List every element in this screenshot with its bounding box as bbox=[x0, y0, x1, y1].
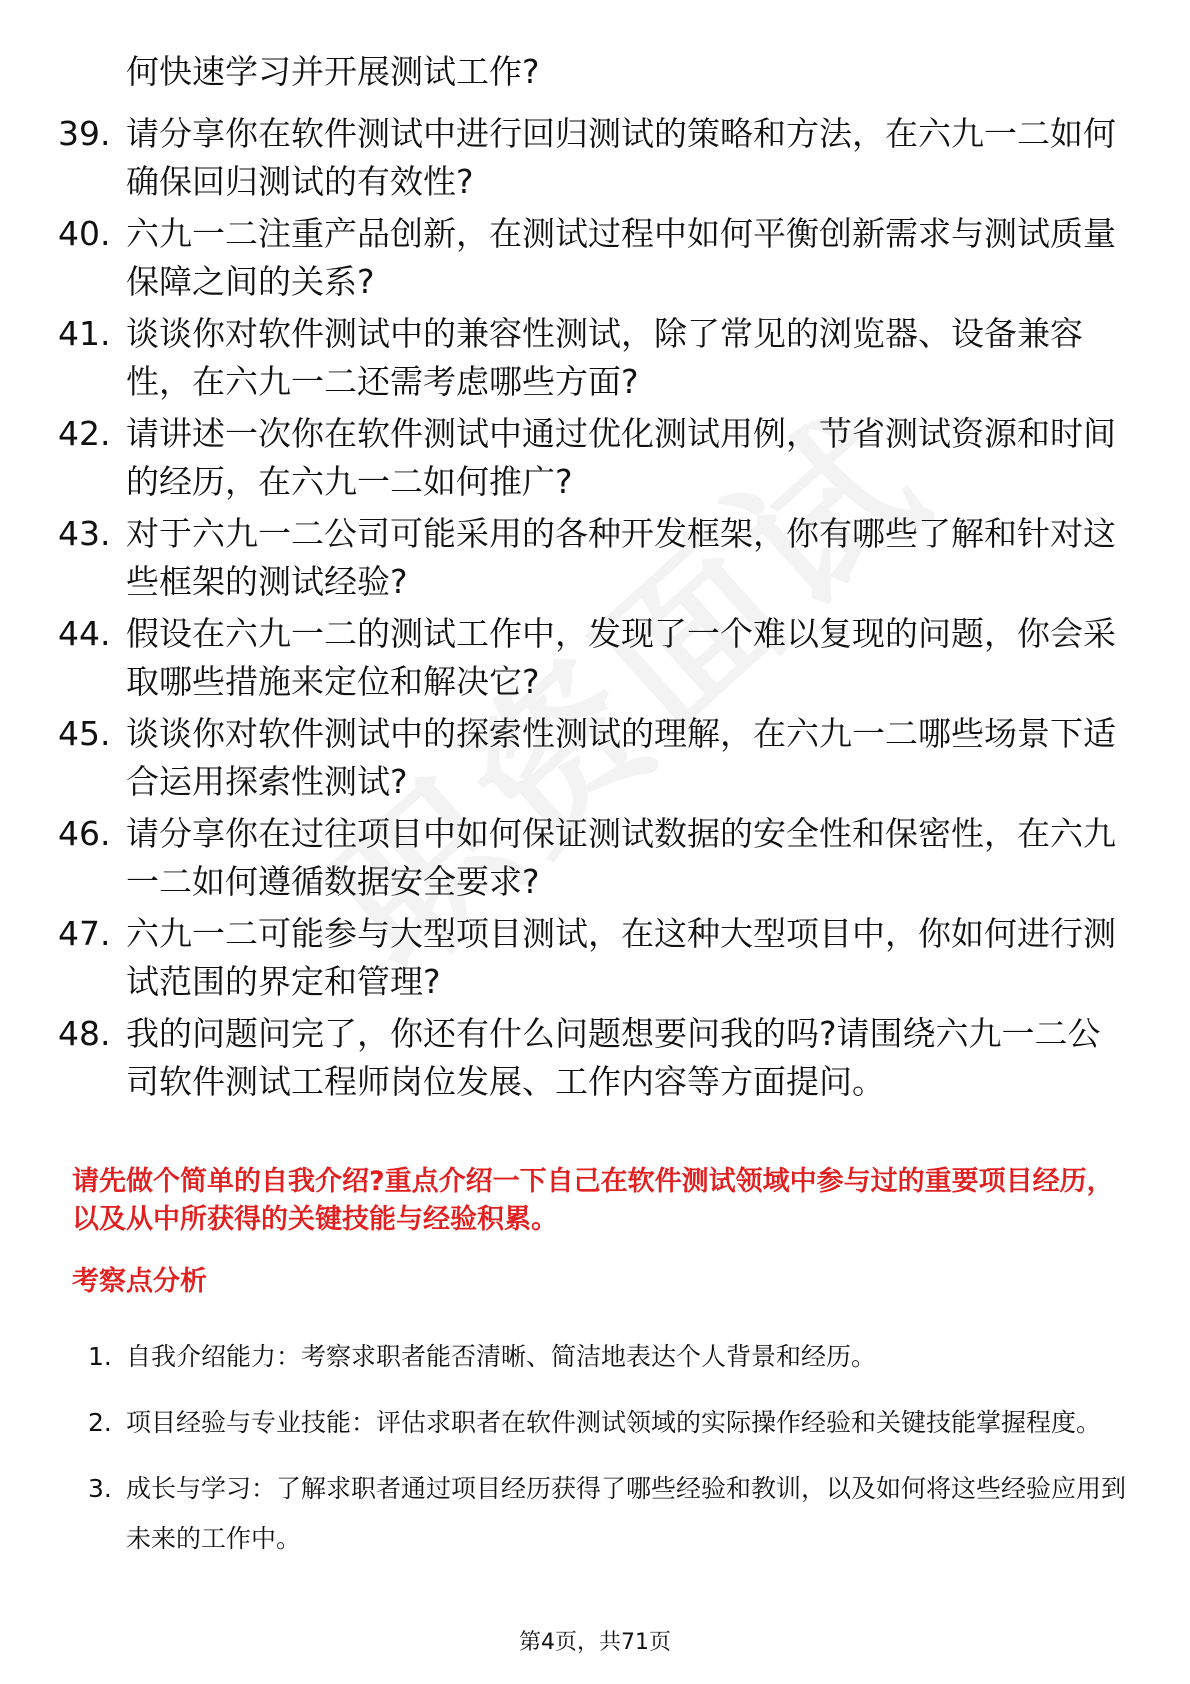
question-text: 对于六九一二公司可能采用的各种开发框架，你有哪些了解和针对这些框架的测试经验? bbox=[126, 514, 1116, 601]
analysis-list bbox=[88, 1332, 1128, 1580]
question-list bbox=[58, 110, 1133, 1110]
analysis-number: 3. bbox=[88, 1474, 112, 1503]
analysis-title: 考察点分析 bbox=[72, 1266, 207, 1297]
question-item bbox=[58, 210, 1133, 306]
analysis-item bbox=[88, 1332, 1128, 1382]
question-item bbox=[58, 1010, 1133, 1106]
question-item bbox=[58, 810, 1133, 906]
question-number: 41. bbox=[58, 314, 111, 353]
question-number: 45. bbox=[58, 714, 111, 753]
question-item bbox=[58, 310, 1133, 406]
analysis-text: 项目经验与专业技能：评估求职者在软件测试领域的实际操作经验和关键技能掌握程度。 bbox=[126, 1408, 1102, 1437]
analysis-text: 成长与学习：了解求职者通过项目经历获得了哪些经验和教训，以及如何将这些经验应用到未来的工作中。 bbox=[126, 1474, 1127, 1553]
question-text: 我的问题问完了，你还有什么问题想要问我的吗?请围绕六九一二公司软件测试工程师岗位发展、工作内容等方面提问。 bbox=[126, 1014, 1101, 1101]
question-item bbox=[58, 110, 1133, 206]
question-item bbox=[58, 510, 1133, 606]
analysis-text: 自我介绍能力：考察求职者能否清晰、简洁地表达个人背景和经历。 bbox=[126, 1342, 877, 1371]
question-text: 六九一二可能参与大型项目测试，在这种大型项目中，你如何进行测试范围的界定和管理? bbox=[126, 914, 1116, 1001]
analysis-item bbox=[88, 1464, 1128, 1564]
question-number: 43. bbox=[58, 514, 111, 553]
question-item bbox=[58, 610, 1133, 706]
analysis-item bbox=[88, 1398, 1128, 1448]
question-number: 39. bbox=[58, 114, 111, 153]
question-number: 47. bbox=[58, 914, 111, 953]
question-text: 请讲述一次你在软件测试中通过优化测试用例，节省测试资源和时间的经历，在六九一二如何推广? bbox=[126, 414, 1116, 501]
analysis-number: 1. bbox=[88, 1342, 112, 1371]
question-number: 42. bbox=[58, 414, 111, 453]
question-item bbox=[58, 910, 1133, 1006]
question-continuation: 何快速学习并开展测试工作? bbox=[126, 52, 540, 91]
question-number: 46. bbox=[58, 814, 111, 853]
question-number: 48. bbox=[58, 1014, 111, 1053]
question-item bbox=[58, 410, 1133, 506]
page-footer: 第4页，共71页 bbox=[519, 1630, 671, 1655]
analysis-number: 2. bbox=[88, 1408, 112, 1437]
question-text: 请分享你在软件测试中进行回归测试的策略和方法，在六九一二如何确保回归测试的有效性? bbox=[126, 114, 1116, 201]
self-intro-prompt: 请先做个简单的自我介绍?重点介绍一下自己在软件测试领域中参与过的重要项目经历，以及从中所获得的关键技能与经验积累。 bbox=[72, 1166, 1114, 1235]
question-text: 请分享你在过往项目中如何保证测试数据的安全性和保密性，在六九一二如何遵循数据安全要求? bbox=[126, 814, 1116, 901]
question-item bbox=[58, 710, 1133, 806]
question-text: 假设在六九一二的测试工作中，发现了一个难以复现的问题，你会采取哪些措施来定位和解决它? bbox=[126, 614, 1116, 701]
question-text: 谈谈你对软件测试中的探索性测试的理解，在六九一二哪些场景下适合运用探索性测试? bbox=[126, 714, 1116, 801]
question-text: 谈谈你对软件测试中的兼容性测试，除了常见的浏览器、设备兼容性，在六九一二还需考虑哪些方面? bbox=[126, 314, 1083, 401]
question-number: 40. bbox=[58, 214, 111, 253]
question-text: 六九一二注重产品创新，在测试过程中如何平衡创新需求与测试质量保障之间的关系? bbox=[126, 214, 1116, 301]
question-number: 44. bbox=[58, 614, 111, 653]
